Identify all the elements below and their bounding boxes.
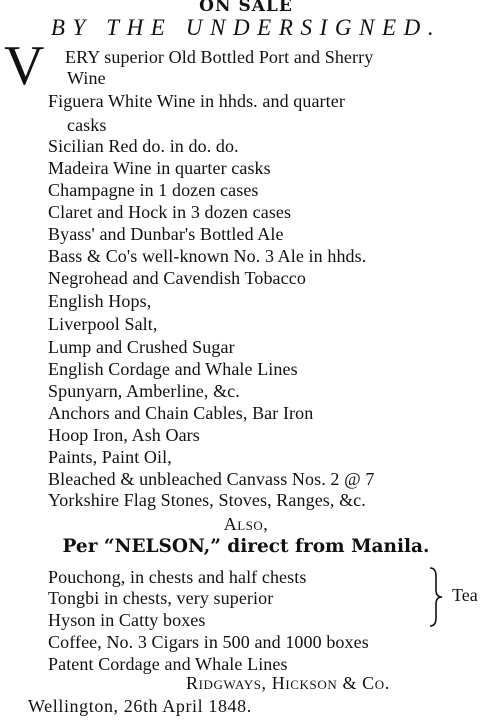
list-item: ERY superior Old Bottled Port and Sherry (65, 47, 374, 67)
manila-item: Pouchong, in chests and half chests (48, 567, 307, 587)
tea-label: Tea (452, 585, 478, 605)
list-item: Sicilian Red do. in do. do. (48, 136, 239, 156)
list-item: Bass & Co's well-known No. 3 Ale in hhds. (48, 246, 367, 266)
also-label: Also, (223, 514, 269, 534)
list-item: Wine (67, 68, 106, 88)
list-item: Bleached & unbleached Canvass Nos. 2 @ 7 (48, 469, 375, 489)
manila-item: Hyson in Catty boxes (48, 610, 206, 630)
list-item: Anchors and Chain Cables, Bar Iron (48, 403, 314, 423)
list-item: Lump and Crushed Sugar (48, 337, 235, 357)
heading-by-the-undersigned: BY THE UNDERSIGNED. (50, 15, 442, 40)
list-item: Paints, Paint Oil, (48, 447, 172, 467)
dateline: Wellington, 26th April 1848. (28, 696, 252, 716)
list-item: Figuera White Wine in hhds. and quarter (48, 91, 345, 111)
ship-heading: Per “NELSON,” direct from Manila. (62, 536, 430, 557)
list-item: Champagne in 1 dozen cases (48, 180, 259, 200)
heading-on-sale: ON SALE (199, 0, 293, 16)
list-item: Claret and Hock in 3 dozen cases (48, 202, 292, 222)
list-item: English Hops, (48, 291, 152, 311)
list-item: Madeira Wine in quarter casks (48, 158, 271, 178)
list-item: Hoop Iron, Ash Oars (48, 425, 200, 445)
list-item: casks (67, 115, 107, 135)
list-item: Yorkshire Flag Stones, Stoves, Ranges, &c. (48, 490, 366, 510)
list-item: Spunyarn, Amberline, &c. (48, 381, 240, 401)
drop-cap-letter: V (4, 35, 45, 97)
list-item: Byass' and Dunbar's Bottled Ale (48, 224, 284, 244)
list-item: English Cordage and Whale Lines (48, 359, 298, 379)
manila-item: Tongbi in chests, very superior (48, 588, 274, 608)
curly-brace-icon (428, 566, 444, 628)
manila-item: Coffee, No. 3 Cigars in 500 and 1000 boxes (48, 632, 369, 652)
list-item: Negrohead and Cavendish Tobacco (48, 268, 306, 288)
list-item: Liverpool Salt, (48, 314, 158, 334)
signature: Ridgways, Hickson & Co. (186, 673, 390, 693)
manila-item: Patent Cordage and Whale Lines (48, 654, 288, 674)
